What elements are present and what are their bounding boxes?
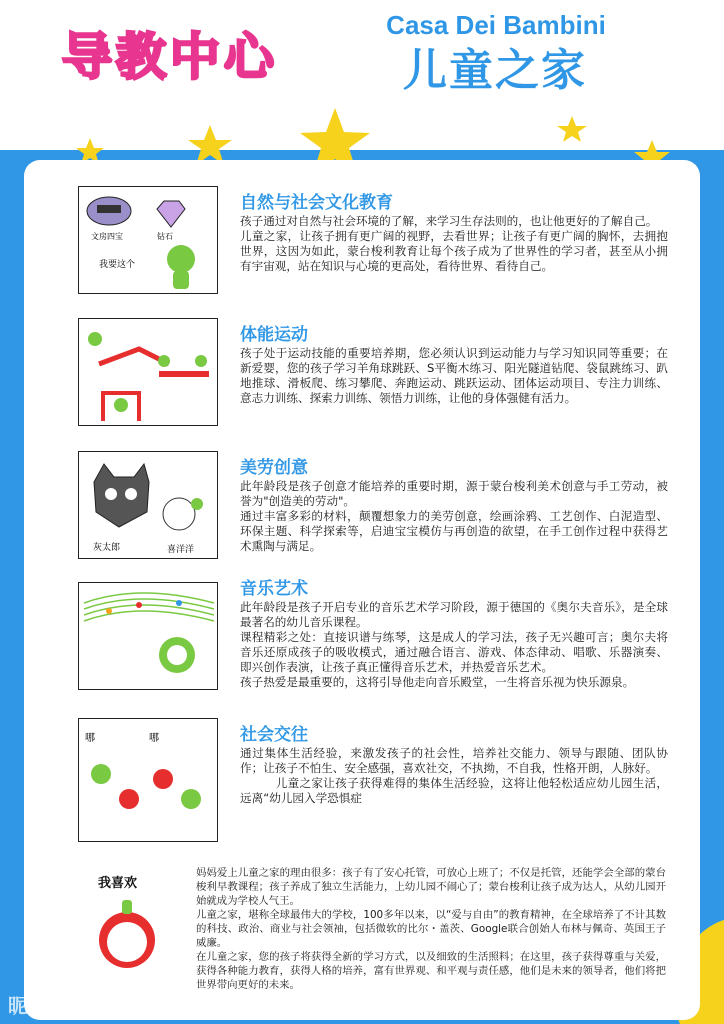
section-art-craft bbox=[78, 451, 668, 573]
music-note-icon bbox=[176, 600, 182, 606]
illustration-music bbox=[78, 582, 218, 690]
section-body: 孩子通过对自然与社会环境的了解，来学习生存法则的，也让他更好的了解自己。 儿童之家，让孩子拥有更广阔的视野，去看世界；让孩子有更广阔的胸怀，去拥抱世界，这因为如此，蒙台梭利教育让每个孩子成为了世界性的学习者，甚至从小拥有宇宙观，站在知识与心境的更高处，看待世界、看待自己。 bbox=[240, 214, 668, 273]
svg-text:钻石: 钻石 bbox=[157, 232, 173, 241]
section-music bbox=[78, 572, 668, 712]
section-title: 体能运动 bbox=[240, 325, 308, 345]
music-note-icon bbox=[136, 602, 142, 608]
watermark-id: ID:30873902 NO:20220930130112312102 bbox=[490, 1002, 641, 1011]
music-note-icon bbox=[106, 608, 112, 614]
green-character-icon bbox=[91, 764, 111, 784]
section-body: 此年龄段是孩子开启专业的音乐艺术学习阶段，源于德国的《奥尔夫音乐》，是全球最著名的幼儿音乐课程。 课程精彩之处：直接识谱与练琴，这是成人的学习法，孩子无兴趣可言；奥尔夫将音乐还原成孩子的吸收模式，通过融合语言、游戏、体态律动、唱歌、乐器演奏、即兴创作表演，让孩子真正懂得音乐艺术，并热爱音乐艺术。 孩子热爱是最重要的，这将引导他走向音乐殿堂，一生将音乐视为快乐源泉。 bbox=[240, 600, 668, 689]
svg-text:我要这个: 我要这个 bbox=[99, 260, 136, 270]
section-title: 音乐艺术 bbox=[240, 579, 308, 599]
illustration-physical bbox=[78, 318, 218, 426]
section-social bbox=[78, 718, 668, 848]
svg-text:文房四宝: 文房四宝 bbox=[91, 232, 123, 241]
watermark-logo: 昵享网 bbox=[8, 994, 68, 1018]
wolf-character-icon bbox=[94, 464, 149, 527]
green-character-icon bbox=[114, 398, 128, 412]
guide-title bbox=[62, 18, 332, 88]
svg-text:哪: 哪 bbox=[85, 733, 95, 744]
section-body: 此年龄段是孩子创意才能培养的重要时期，源于蒙台梭利美术创意与手工劳动，被誉为"创造美的劳动"。 通过丰富多彩的材料，颠覆想象力的美劳创意，绘画涂鸦、工艺创作、白泥造型、环保主题、科学探索等，启迪宝宝模仿与再创造的欲望，在手工创作过程中获得艺术熏陶与满足。 bbox=[240, 479, 668, 553]
green-character-icon bbox=[181, 789, 201, 809]
green-character-icon bbox=[167, 245, 195, 273]
svg-text:灰太郎: 灰太郎 bbox=[93, 543, 121, 553]
sheep-character-icon bbox=[163, 498, 195, 530]
section-physical bbox=[78, 318, 668, 442]
section-title: 社会交往 bbox=[240, 725, 308, 745]
section-title: 美劳创意 bbox=[240, 458, 308, 478]
illustration-art bbox=[78, 451, 218, 559]
brand-english: Casa Dei Bambini bbox=[386, 10, 606, 40]
svg-text:喜洋洋: 喜洋洋 bbox=[167, 545, 195, 555]
guide-title-text: 导教中心 bbox=[62, 17, 278, 89]
section-nature-culture bbox=[78, 186, 668, 314]
section-title: 自然与社会文化教育 bbox=[240, 193, 393, 213]
music-staff-icon bbox=[84, 593, 214, 603]
red-character-icon bbox=[153, 769, 173, 789]
watermark-url: www.nipic.com bbox=[110, 996, 196, 1011]
red-apple-character-icon bbox=[92, 892, 162, 972]
illustration-social bbox=[78, 718, 218, 842]
illustration-nature bbox=[78, 186, 218, 294]
bottom-why-love bbox=[78, 860, 678, 1000]
red-character-icon bbox=[119, 789, 139, 809]
section-body: 通过集体生活经验，来激发孩子的社会性，培养社交能力、领导与跟随、团队协作；让孩子不怕生、安全感强，喜欢社交，不执拗，不自我，性格开朗，人脉好。 儿童之家让孩子获得难得的集体生活经验，这将让他轻松适应幼儿园生活，远离“幼儿园入学恐惧症 bbox=[240, 746, 668, 805]
brand-chinese: 儿童之家 bbox=[403, 45, 587, 96]
bottom-text: 妈妈爱上儿童之家的理由很多：孩子有了安心托管，可放心上班了；不仅是托管，还能学会全部的蒙台梭利早教课程；孩子养成了独立生活能力，上幼儿园不闹心了；蒙台梭利让孩子成为达人，从幼儿园开始就成为学校人气王。 儿童之家，堪称全球最伟大的学校，100多年以来，以“爱与自由”的教育精神，在全球培养了不计其数的科技、政治、商业与社会领袖，包括微软的比尔・盖茨、Google联合创始人布林与佩奇、英国王子威廉。 在儿童之家，您的孩子将获得全新的学习方式，以及细致的生活照料；在这里，孩子获得尊重与关爱，获得各种能力教育，获得人格的培养，富有世界观、和平观与责任感，他们是未来的领导者，他们将把世界带向更好的未来。 bbox=[196, 867, 666, 991]
diamond-icon bbox=[157, 201, 185, 227]
svg-text:哪: 哪 bbox=[149, 733, 159, 744]
section-body: 孩子处于运动技能的重要培养期，您必须认识到运动能力与学习知识同等重要；在新爱婴，您的孩子学习羊角球跳跃、S平衡木练习、阳光隧道钻爬、袋鼠跳练习、趴地推球、滑板爬、练习攀爬、奔跑运动、跳跃运动、团体运动项目、专注力训练、意志力训练、探索力训练、领悟力训练，让他的身体强健有活力。 bbox=[240, 346, 668, 405]
likes-label: 我喜欢 bbox=[98, 876, 138, 891]
